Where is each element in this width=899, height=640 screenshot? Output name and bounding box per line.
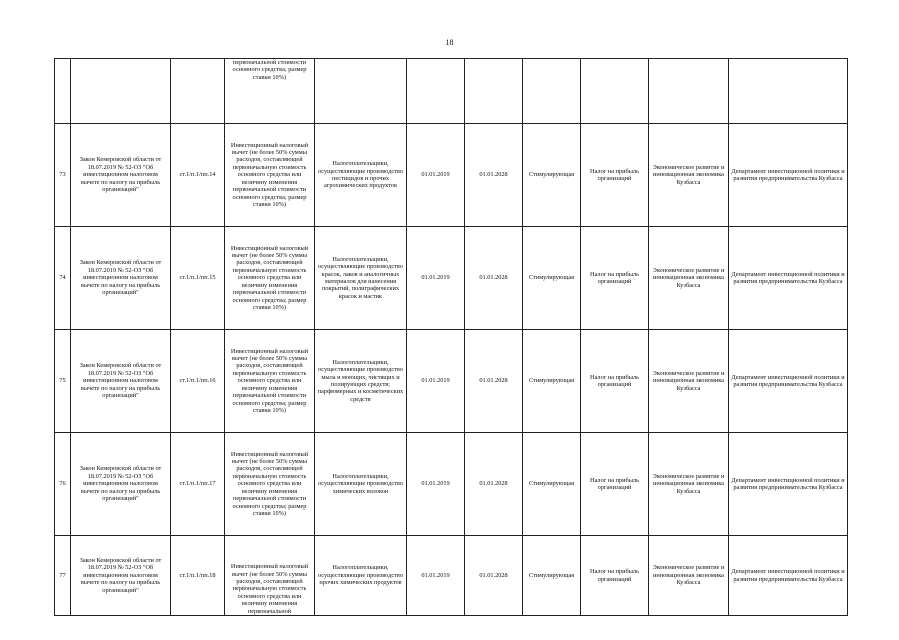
cell-num: 73 xyxy=(55,124,71,227)
cell-num: 75 xyxy=(55,330,71,433)
cell-law: Закон Кемеровской области от 18.07.2019 № 52-ОЗ "Об инвестиционном налоговом вычете по налогу на прибыль организаций" xyxy=(71,536,171,616)
cell-type: Стимулирующая xyxy=(523,433,581,536)
cell-category: Налогоплательщики, осуществляющие производство мыла и моющих, чистящих и полирующих средств; парфюмерных и косметических средств xyxy=(315,330,407,433)
cell-article: ст.1/п.1/пп.18 xyxy=(171,536,225,616)
cell-tax: Налог на прибыль организаций xyxy=(581,536,649,616)
tax-benefits-table xyxy=(54,58,848,616)
cell-program: Экономическое развитие и инновационная экономика Кузбасса xyxy=(649,433,729,536)
cell-law: Закон Кемеровской области от 18.07.2019 № 52-ОЗ "Об инвестиционном налоговом вычете по налогу на прибыль организаций" xyxy=(71,227,171,330)
cell-program: Экономическое развитие и инновационная экономика Кузбасса xyxy=(649,124,729,227)
cell-date-start: 01.01.2019 xyxy=(407,433,465,536)
cell-type xyxy=(523,59,581,124)
cell-date-start: 01.01.2019 xyxy=(407,227,465,330)
cell-article: ст.1/п.1/пп.16 xyxy=(171,330,225,433)
cell-category: Налогоплательщики, осуществляющие производство красок, лаков и аналогичных материалов для нанесения покрытий, полиграфических красок и мастик xyxy=(315,227,407,330)
cell-date-end: 01.01.2028 xyxy=(465,124,523,227)
cell-date-start: 01.01.2019 xyxy=(407,330,465,433)
cell-description: первоначальной стоимости основного средства; размер ставки 10%) xyxy=(225,59,315,124)
cell-description: Инвестиционный налоговый вычет (не более 50% суммы расходов, составляющей первоначальную стоимость основного средства или величину изменения первоначальной стоимости основного средства; размер ставки 10%) xyxy=(225,330,315,433)
page-number: 18 xyxy=(445,38,454,47)
cell-law xyxy=(71,59,171,124)
cell-law: Закон Кемеровской области от 18.07.2019 № 52-ОЗ "Об инвестиционном налоговом вычете по налогу на прибыль организаций" xyxy=(71,433,171,536)
cell-tax: Налог на прибыль организаций xyxy=(581,124,649,227)
cell-article xyxy=(171,59,225,124)
cell-date-start: 01.01.2019 xyxy=(407,536,465,616)
cell-article: ст.1/п.1/пп.15 xyxy=(171,227,225,330)
table-row xyxy=(55,536,848,616)
cell-tax: Налог на прибыль организаций xyxy=(581,433,649,536)
cell-curator: Департамент инвестиционной политики и развития предпринимательства Кузбасса xyxy=(729,536,848,616)
cell-date-start xyxy=(407,59,465,124)
cell-category: Налогоплательщики, осуществляющие производство пестицидов и прочих агрохимических продуктов xyxy=(315,124,407,227)
cell-tax xyxy=(581,59,649,124)
cell-date-start: 01.01.2019 xyxy=(407,124,465,227)
cell-date-end: 01.01.2028 xyxy=(465,536,523,616)
cell-description: Инвестиционный налоговый вычет (не более 50% суммы расходов, составляющей первоначальную стоимость основного средства или величину изменения первоначальной стоимости основного средства; размер ставки 10%) xyxy=(225,433,315,536)
cell-num: 74 xyxy=(55,227,71,330)
cell-category: Налогоплательщики, осуществляющие производство прочих химических продуктов xyxy=(315,536,407,616)
cell-tax: Налог на прибыль организаций xyxy=(581,227,649,330)
cell-program: Экономическое развитие и инновационная экономика Кузбасса xyxy=(649,536,729,616)
cell-curator: Департамент инвестиционной политики и развития предпринимательства Кузбасса xyxy=(729,227,848,330)
cell-category xyxy=(315,59,407,124)
table-row xyxy=(55,227,848,330)
cell-description: Инвестиционный налоговый вычет (не более 50% суммы расходов, составляющей первоначальную стоимость основного средства или величину изменения первоначальной стоимости основного средства; размер ставки 10%) xyxy=(225,124,315,227)
cell-date-end xyxy=(465,59,523,124)
cell-tax: Налог на прибыль организаций xyxy=(581,330,649,433)
table-row-continuation xyxy=(55,59,848,124)
cell-article: ст.1/п.1/пп.14 xyxy=(171,124,225,227)
table-row xyxy=(55,433,848,536)
cell-program: Экономическое развитие и инновационная экономика Кузбасса xyxy=(649,227,729,330)
cell-type: Стимулирующая xyxy=(523,124,581,227)
cell-date-end: 01.01.2028 xyxy=(465,433,523,536)
cell-type: Стимулирующая xyxy=(523,330,581,433)
table-row xyxy=(55,124,848,227)
table-row xyxy=(55,330,848,433)
cell-curator: Департамент инвестиционной политики и развития предпринимательства Кузбасса xyxy=(729,124,848,227)
cell-description: Инвестиционный налоговый вычет (не более 50% суммы расходов, составляющей первоначальную стоимость основного средства или величину изменения первоначальной стоимости основного средства; размер ставки 10%) xyxy=(225,227,315,330)
cell-curator: Департамент инвестиционной политики и развития предпринимательства Кузбасса xyxy=(729,433,848,536)
cell-type: Стимулирующая xyxy=(523,536,581,616)
cell-date-end: 01.01.2028 xyxy=(465,330,523,433)
cell-description: Инвестиционный налоговый вычет (не более 50% суммы расходов, составляющей первоначальную стоимость основного средства или величину изменения первоначальной xyxy=(225,536,315,616)
cell-curator xyxy=(729,59,848,124)
cell-num: 77 xyxy=(55,536,71,616)
cell-num xyxy=(55,59,71,124)
cell-article: ст.1/п.1/пп.17 xyxy=(171,433,225,536)
cell-law: Закон Кемеровской области от 18.07.2019 № 52-ОЗ "Об инвестиционном налоговом вычете по налогу на прибыль организаций" xyxy=(71,330,171,433)
cell-program xyxy=(649,59,729,124)
cell-law: Закон Кемеровской области от 18.07.2019 № 52-ОЗ "Об инвестиционном налоговом вычете по налогу на прибыль организаций" xyxy=(71,124,171,227)
cell-date-end: 01.01.2028 xyxy=(465,227,523,330)
cell-category: Налогоплательщики, осуществляющие производство химических волокон xyxy=(315,433,407,536)
cell-type: Стимулирующая xyxy=(523,227,581,330)
cell-program: Экономическое развитие и инновационная экономика Кузбасса xyxy=(649,330,729,433)
cell-curator: Департамент инвестиционной политики и развития предпринимательства Кузбасса xyxy=(729,330,848,433)
cell-num: 76 xyxy=(55,433,71,536)
